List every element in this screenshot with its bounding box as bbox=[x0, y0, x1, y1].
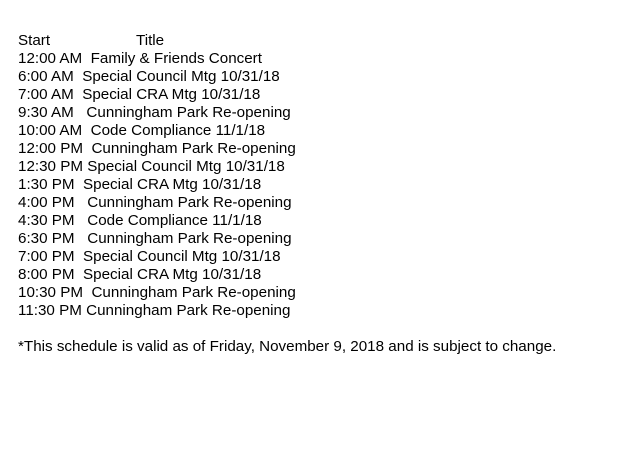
row-title: Family & Friends Concert bbox=[90, 50, 262, 67]
row-title: Cunningham Park Re-opening bbox=[87, 230, 292, 247]
row-start-time: 11:30 PM bbox=[18, 302, 82, 319]
row-start-time: 10:30 PM bbox=[18, 284, 84, 301]
schedule-header bbox=[18, 32, 618, 50]
row-start-time: 7:00 PM bbox=[18, 248, 75, 265]
row-title: Cunningham Park Re-opening bbox=[86, 302, 291, 319]
schedule-row bbox=[18, 68, 618, 86]
row-start-time: 4:00 PM bbox=[18, 194, 75, 211]
schedule-row bbox=[18, 284, 618, 302]
row-spacer bbox=[75, 176, 83, 193]
row-title: Special Council Mtg 10/31/18 bbox=[82, 68, 280, 85]
schedule-list bbox=[18, 50, 618, 320]
row-spacer bbox=[75, 230, 88, 247]
schedule-row bbox=[18, 158, 618, 176]
schedule-row bbox=[18, 248, 618, 266]
row-start-time: 6:00 AM bbox=[18, 68, 74, 85]
row-start-time: 6:30 PM bbox=[18, 230, 75, 247]
row-title: Special CRA Mtg 10/31/18 bbox=[83, 176, 262, 193]
row-spacer bbox=[75, 266, 83, 283]
row-title: Cunningham Park Re-opening bbox=[87, 194, 292, 211]
row-title: Cunningham Park Re-opening bbox=[86, 104, 291, 121]
row-start-time: 10:00 AM bbox=[18, 122, 83, 139]
schedule-row bbox=[18, 176, 618, 194]
schedule-row bbox=[18, 104, 618, 122]
row-title: Code Compliance 11/1/18 bbox=[90, 122, 266, 139]
schedule-row bbox=[18, 266, 618, 284]
row-start-time: 12:00 AM bbox=[18, 50, 83, 67]
title-column-header: Title bbox=[136, 32, 165, 49]
schedule-row bbox=[18, 140, 618, 158]
row-spacer bbox=[75, 248, 83, 265]
row-start-time: 1:30 PM bbox=[18, 176, 75, 193]
row-spacer bbox=[74, 86, 82, 103]
schedule-row bbox=[18, 302, 618, 320]
schedule-row bbox=[18, 86, 618, 104]
row-spacer bbox=[75, 194, 88, 211]
schedule-row bbox=[18, 194, 618, 212]
row-start-time: 9:30 AM bbox=[18, 104, 74, 121]
schedule-row bbox=[18, 122, 618, 140]
row-start-time: 8:00 PM bbox=[18, 266, 75, 283]
row-title: Cunningham Park Re-opening bbox=[91, 284, 296, 301]
start-column-header: Start bbox=[18, 32, 51, 49]
row-start-time: 12:00 PM bbox=[18, 140, 84, 157]
row-title: Code Compliance 11/1/18 bbox=[87, 212, 262, 229]
row-title: Cunningham Park Re-opening bbox=[91, 140, 296, 157]
row-title: Special CRA Mtg 10/31/18 bbox=[82, 86, 261, 103]
row-spacer bbox=[74, 104, 87, 121]
schedule-footnote: *This schedule is valid as of Friday, November 9, 2018 and is subject to change. bbox=[18, 338, 557, 355]
row-start-time: 7:00 AM bbox=[18, 86, 74, 103]
row-start-time: 12:30 PM bbox=[18, 158, 84, 175]
row-spacer bbox=[82, 50, 90, 67]
schedule-row bbox=[18, 230, 618, 248]
schedule-row bbox=[18, 50, 618, 68]
row-spacer bbox=[75, 212, 88, 229]
schedule-row bbox=[18, 212, 618, 230]
row-spacer bbox=[82, 122, 90, 139]
row-title: Special Council Mtg 10/31/18 bbox=[83, 248, 281, 265]
schedule-document bbox=[18, 32, 618, 356]
row-title: Special CRA Mtg 10/31/18 bbox=[83, 266, 262, 283]
row-title: Special Council Mtg 10/31/18 bbox=[87, 158, 285, 175]
row-start-time: 4:30 PM bbox=[18, 212, 75, 229]
row-spacer bbox=[74, 68, 82, 85]
